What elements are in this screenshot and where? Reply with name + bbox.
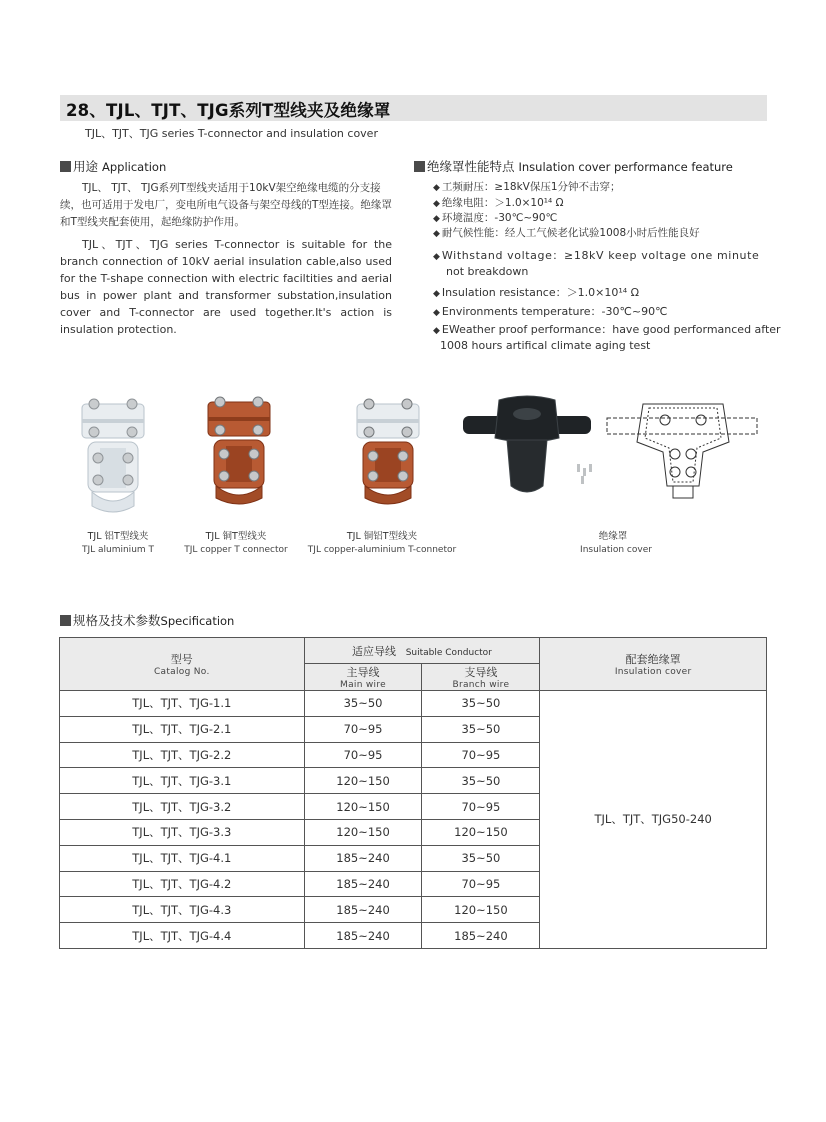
caption-copper-aluminium-cn: TJL 铜铝T型线夹 — [346, 531, 418, 542]
feature-text-en: Insulation resistance：＞1.0×10¹⁴ Ω — [441, 286, 640, 299]
diamond-bullet-icon: ◆ — [433, 214, 440, 224]
cell-model: TJL、TJT、TJG-4.3 — [60, 897, 305, 923]
cell-model: TJL、TJT、TJG-4.1 — [60, 845, 305, 871]
cell-branch: 120~150 — [422, 819, 540, 845]
bullet-square-icon — [60, 615, 71, 626]
cell-main: 35~50 — [304, 691, 422, 717]
feature-item-en — [440, 339, 650, 352]
feature-item-en — [433, 284, 639, 300]
feature-text: 耐气候性能：经人工气候老化试验1008小时后性能良好 — [441, 227, 700, 239]
cell-branch: 35~50 — [422, 768, 540, 794]
spec-heading — [60, 611, 234, 629]
feature-text-en: Withstand voltage：≥18kV keep voltage one minute — [441, 249, 760, 262]
col-conductor — [304, 638, 540, 664]
col-catalog-cn: 型号 — [170, 653, 193, 666]
caption-insulation-cover-cn: 绝缘罩 — [598, 531, 628, 542]
cell-main: 185~240 — [304, 871, 422, 897]
spec-heading-cn: 规格及技术参数 — [73, 613, 161, 628]
cell-model: TJL、TJT、TJG-4.4 — [60, 923, 305, 949]
spec-heading-en: Specification — [160, 614, 235, 628]
application-text-cn-body: TJL、 TJT、 TJG系列T型线夹适用于10kV架空绝缘电缆的分支接续，也可适用于发电厂，变电所电气设备与架空母线的T型连接。绝缘罩和T型线夹配套使用，起绝缘防护作用。 — [60, 182, 392, 228]
col-conductor-en: Suitable Conductor — [405, 647, 492, 658]
insulation-cover-diagram-image — [603, 396, 763, 502]
page-title: 28、TJL、TJT、TJG系列T型线夹及绝缘罩 — [66, 101, 391, 120]
features-heading — [414, 157, 733, 175]
col-catalog — [60, 638, 305, 691]
col-branch-wire — [422, 664, 540, 691]
cell-main: 120~150 — [304, 794, 422, 820]
cell-model: TJL、TJT、TJG-3.2 — [60, 794, 305, 820]
cell-main: 185~240 — [304, 923, 422, 949]
cell-cover: TJL、TJT、TJG50-240 — [540, 691, 767, 949]
col-conductor-cn: 适应导线 — [352, 644, 397, 658]
caption-insulation-cover-en: Insulation cover — [580, 545, 652, 555]
copper-t-connector-image — [204, 392, 274, 508]
cell-main: 70~95 — [304, 716, 422, 742]
diamond-bullet-icon: ◆ — [433, 289, 440, 299]
aluminium-t-connector-image — [78, 394, 148, 516]
page-subtitle: TJL、TJT、TJG series T-connector and insulation cover — [85, 127, 378, 140]
cell-model: TJL、TJT、TJG-3.1 — [60, 768, 305, 794]
feature-item-en — [433, 321, 781, 337]
spec-table — [59, 637, 767, 949]
feature-item — [433, 225, 700, 240]
diamond-bullet-icon: ◆ — [433, 199, 440, 209]
cell-model: TJL、TJT、TJG-4.2 — [60, 871, 305, 897]
caption-copper-cn: TJL 铜T型线夹 — [205, 531, 267, 542]
feature-text: 绝缘电阻：＞1.0×10¹⁴ Ω — [441, 197, 564, 209]
caption-copper-en: TJL copper T connector — [184, 545, 288, 555]
caption-aluminium-en: TJL aluminium T — [81, 545, 155, 555]
cell-model: TJL、TJT、TJG-2.2 — [60, 742, 305, 768]
application-heading-cn: 用途 — [73, 159, 99, 174]
insulation-cover-image — [463, 394, 603, 504]
cell-branch: 35~50 — [422, 845, 540, 871]
feature-text-en: 1008 hours artifical climate aging test — [440, 339, 651, 352]
feature-text: 环境温度：-30℃~90℃ — [441, 212, 558, 224]
cell-main: 70~95 — [304, 742, 422, 768]
feature-item-en — [446, 265, 528, 278]
application-heading — [60, 157, 166, 175]
col-branch-en: Branch wire — [452, 680, 510, 690]
col-main-en: Main wire — [340, 680, 386, 690]
col-main-wire — [304, 664, 422, 691]
copper-aluminium-t-connector-image — [353, 394, 423, 508]
col-branch-cn: 支导线 — [464, 666, 498, 679]
feature-item — [433, 195, 564, 210]
application-text-en-body: TJL、TJT、TJG series T-connector is suitable for the branch connection of 10kV aerial insulation cable,also used for the T-shape connection with electric faciltities and aerial bus in power plant and transformer substation,insulation cover and T-connector are used together.It's action is insulation protection. — [60, 238, 392, 336]
cell-main: 120~150 — [304, 819, 422, 845]
caption-aluminium-cn: TJL 铝T型线夹 — [87, 531, 149, 542]
col-catalog-en: Catalog No. — [153, 667, 210, 677]
application-text-cn — [60, 180, 400, 231]
diamond-bullet-icon: ◆ — [433, 252, 440, 262]
feature-item — [433, 179, 621, 194]
cell-model: TJL、TJT、TJG-1.1 — [60, 691, 305, 717]
feature-item-en — [433, 247, 759, 263]
caption-copper-aluminium-en: TJL copper-aluminium T-connetor — [307, 545, 457, 555]
col-cover-cn: 配套绝缘罩 — [625, 653, 681, 666]
cell-branch: 70~95 — [422, 742, 540, 768]
feature-text-en: EWeather proof performance：have good performanced after — [441, 323, 781, 336]
cell-branch: 70~95 — [422, 871, 540, 897]
col-main-cn: 主导线 — [346, 666, 380, 679]
cell-main: 120~150 — [304, 768, 422, 794]
feature-item — [433, 210, 557, 225]
feature-text: 工频耐压：≥18kV保压1分钟不击穿； — [441, 181, 621, 193]
cell-main: 185~240 — [304, 897, 422, 923]
feature-text-en: not breakdown — [446, 265, 529, 278]
cell-branch: 185~240 — [422, 923, 540, 949]
diamond-bullet-icon: ◆ — [433, 183, 440, 193]
feature-text-en: Environments temperature：-30℃~90℃ — [441, 305, 668, 318]
cell-model: TJL、TJT、TJG-2.1 — [60, 716, 305, 742]
cell-branch: 120~150 — [422, 897, 540, 923]
cell-branch: 35~50 — [422, 716, 540, 742]
col-cover-en: Insulation cover — [614, 667, 692, 677]
cell-branch: 70~95 — [422, 794, 540, 820]
diamond-bullet-icon: ◆ — [433, 229, 440, 239]
application-text-en — [60, 236, 392, 338]
features-heading-cn: 绝缘罩性能特点 — [427, 159, 515, 174]
table-row — [60, 691, 767, 717]
bullet-square-icon — [414, 161, 425, 172]
cell-main: 185~240 — [304, 845, 422, 871]
diamond-bullet-icon: ◆ — [433, 326, 440, 336]
application-heading-en: Application — [102, 160, 167, 174]
cell-model: TJL、TJT、TJG-3.3 — [60, 819, 305, 845]
feature-item-en — [433, 303, 667, 319]
bullet-square-icon — [60, 161, 71, 172]
cell-branch: 35~50 — [422, 691, 540, 717]
features-heading-en: Insulation cover performance feature — [518, 160, 733, 174]
col-cover — [540, 638, 767, 691]
diamond-bullet-icon: ◆ — [433, 308, 440, 318]
